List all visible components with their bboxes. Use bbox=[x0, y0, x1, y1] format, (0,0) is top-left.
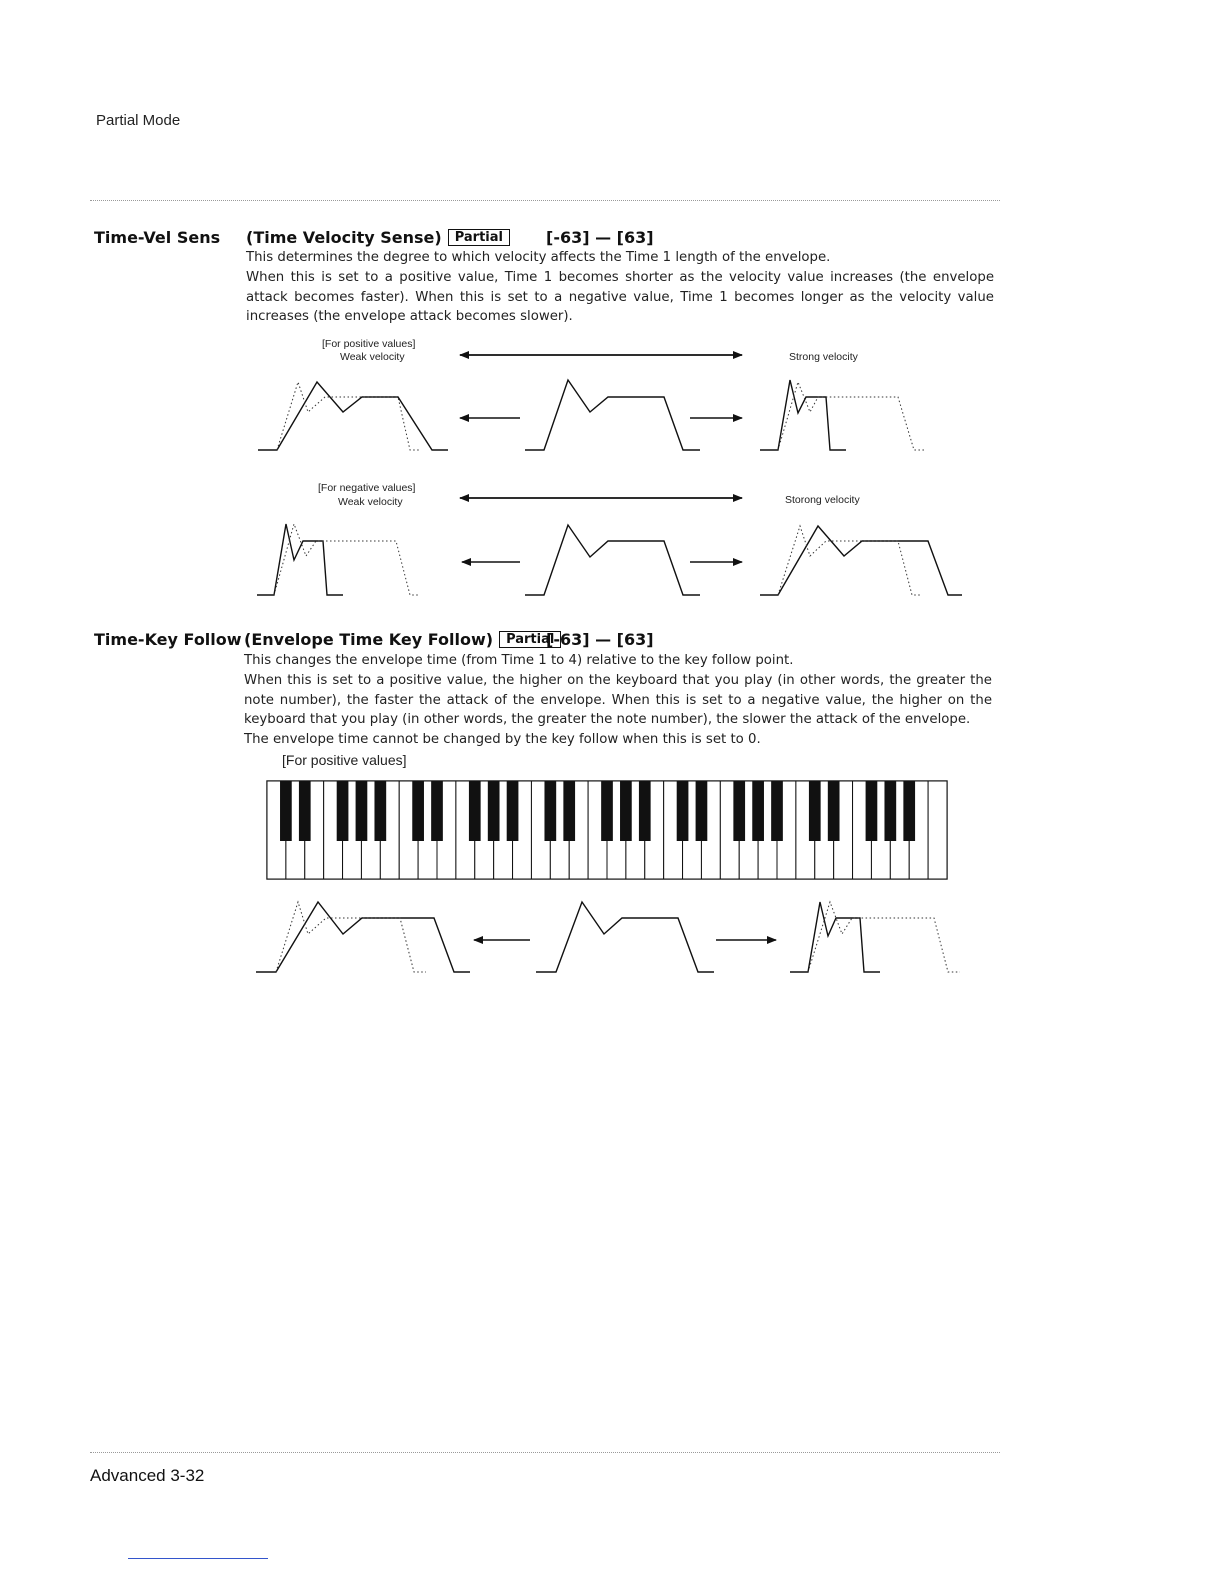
envelope-slow-attack bbox=[256, 902, 470, 972]
black-key bbox=[544, 781, 556, 841]
strong-velocity-label: Strong velocity bbox=[789, 351, 858, 363]
paragraph: When this is set to a positive value, the higher on the keyboard that you play (in other words, the greater the note number), the faster the attack of the envelope. When this is set to a negative value, the higher on the keyboard that you play (in other words, the greater the note number), the slower the attack of the envelope. bbox=[244, 672, 992, 728]
black-key bbox=[884, 781, 896, 841]
black-key bbox=[563, 781, 575, 841]
black-key bbox=[677, 781, 689, 841]
running-header: Partial Mode bbox=[96, 112, 181, 129]
param-label-time-key-follow: Time-Key Follow bbox=[94, 630, 242, 649]
white-key bbox=[928, 781, 947, 879]
black-key bbox=[696, 781, 708, 841]
paragraph: This determines the degree to which velocity affects the Time 1 length of the envelope. bbox=[246, 250, 831, 265]
page-number: Advanced 3-32 bbox=[90, 1466, 205, 1485]
title-text: (Time Velocity Sense) bbox=[246, 228, 442, 247]
black-key bbox=[639, 781, 651, 841]
title-text: (Envelope Time Key Follow) bbox=[244, 630, 494, 649]
black-key bbox=[280, 781, 292, 841]
black-key bbox=[828, 781, 840, 841]
black-key bbox=[431, 781, 443, 841]
black-key bbox=[299, 781, 311, 841]
envelope-center bbox=[525, 525, 700, 595]
black-key bbox=[374, 781, 386, 841]
black-key bbox=[601, 781, 613, 841]
partial-badge: Partial bbox=[499, 631, 561, 648]
black-key bbox=[507, 781, 519, 841]
envelope-center bbox=[525, 380, 700, 450]
positive-caption: [For positive values] bbox=[322, 338, 416, 350]
envelope-fast-attack bbox=[257, 524, 420, 595]
param-range: [-63] — [63] bbox=[546, 228, 654, 247]
envelope-slow-attack bbox=[760, 526, 962, 595]
black-key bbox=[412, 781, 424, 841]
param-range: [-63] — [63] bbox=[546, 630, 654, 649]
envelope-center bbox=[536, 902, 714, 972]
black-key bbox=[469, 781, 481, 841]
bottom-divider bbox=[90, 1452, 1000, 1453]
envelope-fast-attack bbox=[760, 380, 926, 450]
paragraph: The envelope time cannot be changed by the key follow when this is set to 0. bbox=[244, 732, 761, 748]
black-key bbox=[733, 781, 745, 841]
keyboard bbox=[267, 781, 947, 879]
black-key bbox=[620, 781, 632, 841]
black-key bbox=[866, 781, 878, 841]
black-key bbox=[903, 781, 915, 841]
black-key bbox=[752, 781, 764, 841]
envelope-fast-attack bbox=[790, 902, 960, 972]
keyboard-caption: [For positive values] bbox=[282, 752, 407, 768]
partial-badge: Partial bbox=[448, 229, 510, 246]
weak-velocity-label: Weak velocity bbox=[338, 496, 403, 508]
paragraph: This changes the envelope time (from Time 1 to 4) relative to the key follow point. bbox=[244, 653, 794, 668]
weak-velocity-label: Weak velocity bbox=[340, 351, 405, 363]
param-label-time-vel-sens: Time-Vel Sens bbox=[94, 228, 221, 247]
black-key bbox=[771, 781, 783, 841]
black-key bbox=[488, 781, 500, 841]
negative-caption: [For negative values] bbox=[318, 482, 416, 494]
edge-line bbox=[128, 1558, 268, 1559]
envelope-slow-attack bbox=[258, 382, 448, 450]
paragraph: When this is set to a positive value, Time 1 becomes shorter as the velocity value increases (the envelope attack becomes faster). When this is set to a negative value, Time 1 becomes longer as the velocity value increases (the envelope attack becomes slower). bbox=[246, 269, 994, 325]
black-key bbox=[337, 781, 349, 841]
strong-velocity-label: Storong velocity bbox=[785, 494, 860, 506]
black-key bbox=[356, 781, 368, 841]
black-key bbox=[809, 781, 821, 841]
